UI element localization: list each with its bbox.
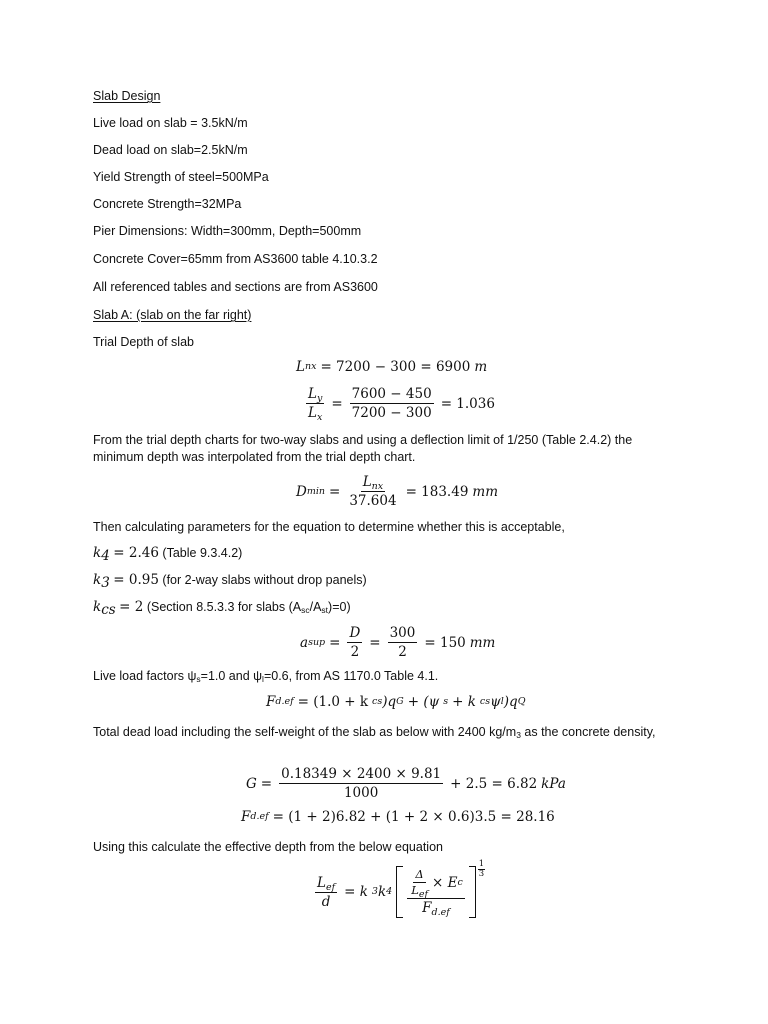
asup-den-symbol: 2 bbox=[350, 644, 360, 660]
equation-dmin: D min = $\frac{L_{nx}}{37.604}$ = 183.49 mm bbox=[296, 474, 499, 509]
kcs-note-start: (Section 8.5.3.3 for slabs (A bbox=[146, 600, 302, 614]
g-fraction bbox=[279, 766, 443, 801]
asup-result: = 150 bbox=[424, 634, 466, 651]
cube-root-exponent bbox=[478, 860, 485, 879]
dmin-num-subscript: nx bbox=[371, 481, 384, 492]
k3-value: = 0.95 bbox=[113, 572, 159, 588]
ratio-symbol-fraction bbox=[306, 386, 324, 421]
asup-fraction-numeric bbox=[388, 625, 418, 660]
ratio-num-subscript: y bbox=[316, 393, 323, 404]
ratio-den-value: 7200 − 300 bbox=[351, 405, 432, 421]
eq-lnx-symbol: L bbox=[296, 359, 305, 375]
asup-num-value: 300 bbox=[389, 625, 416, 641]
fdef-term2: + (ψ bbox=[407, 694, 440, 710]
k4-term: k bbox=[377, 884, 387, 900]
fdef2-symbol: F bbox=[241, 809, 251, 825]
k4-line bbox=[93, 545, 243, 564]
k3-symbol: k bbox=[93, 572, 102, 588]
pier-dimensions-line: Pier Dimensions: Width=300mm, Depth=500mm bbox=[93, 224, 362, 238]
g-symbol: G bbox=[246, 775, 257, 792]
kcs-symbol: k bbox=[93, 599, 102, 615]
kcs-subscript: cs bbox=[101, 602, 116, 618]
lef-subscript: ef bbox=[325, 881, 336, 893]
llf-text-end: =0.6, from AS 1170.0 Table 4.1. bbox=[263, 669, 439, 683]
k3-term: = k bbox=[344, 884, 368, 900]
concrete-strength-line: Concrete Strength=32MPa bbox=[93, 197, 242, 211]
dead-load-line: Dead load on slab=2.5kN/m bbox=[93, 143, 248, 157]
asup-num-symbol: D bbox=[349, 625, 361, 641]
llf-sub-l: l bbox=[262, 674, 264, 684]
g-unit: kPa bbox=[541, 775, 566, 792]
yield-strength-line: Yield Strength of steel=500MPa bbox=[93, 170, 269, 184]
equation-g bbox=[246, 766, 566, 801]
concrete-cover-line: Concrete Cover=65mm from AS3600 table 4.10.3.2 bbox=[93, 252, 378, 266]
kcs-value: = 2 bbox=[119, 599, 144, 615]
dead-load-cubed: 3 bbox=[516, 730, 521, 740]
square-bracket-group bbox=[396, 866, 476, 918]
g-den: 1000 bbox=[343, 785, 379, 801]
bracket-fraction: $\frac{\Delta}{L_{ef}}$ × E c $F_{d.ef}$ bbox=[407, 868, 465, 916]
dmin-result: = 183.49 bbox=[405, 483, 469, 500]
fdef-qg: )q bbox=[382, 694, 397, 710]
dmin-symbol: D bbox=[296, 483, 307, 500]
dmin-fraction bbox=[347, 474, 398, 509]
k3-subscript: 3 bbox=[101, 575, 110, 591]
section-heading-slab-design: Slab Design bbox=[93, 89, 161, 103]
paragraph-trial-depth-charts: From the trial depth charts for two-way slabs and using a deflection limit of 1/250 (Table 2.4.2) the minimum depth was interpolated from the trial depth chart. bbox=[93, 433, 633, 464]
kcs-note-sub-sc: sc bbox=[301, 605, 310, 615]
eq-lnx-value: = 7200 − 300 = 6900 bbox=[320, 359, 471, 375]
k4-symbol: k bbox=[93, 545, 102, 561]
dmin-unit: mm bbox=[472, 483, 499, 500]
k3-note: (for 2-way slabs without drop panels) bbox=[162, 573, 367, 587]
paragraph-effective-depth: Using this calculate the effective depth from the below equation bbox=[93, 840, 443, 854]
live-load-line: Live load on slab = 3.5kN/m bbox=[93, 116, 248, 130]
paragraph-dead-load bbox=[93, 724, 673, 741]
lef-symbol: L bbox=[317, 874, 326, 891]
k3-line bbox=[93, 572, 367, 591]
kcs-line bbox=[93, 599, 351, 618]
kcs-note-mid: /A bbox=[309, 600, 322, 614]
k4-note: (Table 9.3.4.2) bbox=[162, 546, 243, 560]
delta-symbol: Δ bbox=[415, 867, 424, 881]
k4-value: = 2.46 bbox=[113, 545, 159, 561]
inner-lef-subscript: ef bbox=[418, 889, 428, 900]
inner-fdef-subscript: d.ef bbox=[431, 907, 450, 918]
equation-effective-span-depth: $\frac{L_{ef}}{d}$ = k 3 k 4 $\frac{\Delta}{L_{ef}}$ × E c $F_{d.ef}$ $\frac{1}{3}$ bbox=[317, 859, 485, 918]
ratio-num-symbol: L bbox=[308, 386, 317, 402]
k4-subscript: 4 bbox=[101, 548, 110, 564]
ratio-den-subscript: x bbox=[316, 412, 323, 423]
asup-fraction-symbolic bbox=[347, 625, 362, 660]
asup-unit: mm bbox=[469, 634, 496, 651]
equation-fdef-numeric: F d.ef = (1 + 2)6.82 + (1 + 2 × 0.6)3.5 = 28.16 bbox=[241, 809, 555, 825]
kcs-note-end: )=0) bbox=[328, 600, 351, 614]
equation-asup: a sup = $\frac{D}{2}$ = $\frac{300}{2}$ = 150 mm bbox=[300, 625, 496, 660]
d-symbol: d bbox=[321, 893, 331, 910]
fdef2-value: = (1 + 2)6.82 + (1 + 2 × 0.6)3.5 = 28.16 bbox=[272, 809, 555, 825]
eq-lnx-unit: m bbox=[474, 359, 488, 375]
live-load-factors-line bbox=[93, 668, 438, 684]
references-line: All referenced tables and sections are from AS3600 bbox=[93, 280, 378, 294]
trial-depth-heading: Trial Depth of slab bbox=[93, 335, 194, 349]
fdef-term1: = (1.0 + k bbox=[297, 694, 369, 710]
asup-symbol: a bbox=[300, 634, 309, 651]
paragraph-parameters: Then calculating parameters for the equation to determine whether this is acceptable, bbox=[93, 520, 565, 534]
llf-sub-s: s bbox=[196, 674, 201, 684]
dmin-den-value: 37.604 bbox=[349, 493, 397, 509]
inner-fdef-symbol: F bbox=[422, 900, 432, 916]
kcs-note-sub-st: st bbox=[321, 605, 329, 615]
ratio-result: = 1.036 bbox=[440, 395, 495, 412]
fdef-symbol: F bbox=[266, 694, 276, 710]
ratio-value-fraction bbox=[350, 386, 434, 421]
g-num: 0.18349 × 2400 × 9.81 bbox=[281, 766, 442, 782]
equation-fdef-general: F d.ef = (1.0 + k cs )q G + (ψ s + k cs ψ l )q Q bbox=[266, 694, 526, 710]
ratio-den-symbol: L bbox=[308, 405, 317, 421]
fdef-kcs2: + k bbox=[452, 694, 476, 710]
lef-d-fraction bbox=[315, 875, 337, 910]
times-ec: × E bbox=[431, 874, 458, 891]
slab-a-heading: Slab A: (slab on the far right) bbox=[93, 308, 252, 322]
g-result: + 2.5 = 6.82 bbox=[450, 775, 538, 792]
llf-text-start: Live load factors ψ bbox=[93, 669, 197, 683]
equation-lnx: L nx = 7200 − 300 = 6900 m bbox=[296, 359, 488, 375]
asup-den-value: 2 bbox=[398, 644, 407, 660]
ratio-num-value: 7600 − 450 bbox=[351, 386, 432, 402]
g-equals: = bbox=[260, 775, 273, 792]
dmin-num-symbol: L bbox=[362, 474, 372, 490]
inner-lef-symbol: L bbox=[411, 883, 419, 897]
dead-load-text-start: Total dead load including the self-weight of the slab as below with 2400 kg/m bbox=[93, 725, 517, 739]
exponent-denominator: 3 bbox=[478, 869, 485, 879]
delta-lef-fraction bbox=[409, 867, 430, 900]
llf-text-mid: =1.0 and ψ bbox=[200, 669, 263, 683]
fdef-psi-l: ψ bbox=[490, 694, 501, 710]
fdef-qq: )q bbox=[503, 694, 518, 710]
exponent-numerator: 1 bbox=[478, 859, 485, 869]
equation-aspect-ratio: $\frac{L_y}{L_x}$ = $\frac{7600 - 450}{7200 - 300}$ = 1.036 bbox=[308, 386, 495, 423]
dead-load-text-end: as the concrete density, bbox=[520, 725, 656, 739]
